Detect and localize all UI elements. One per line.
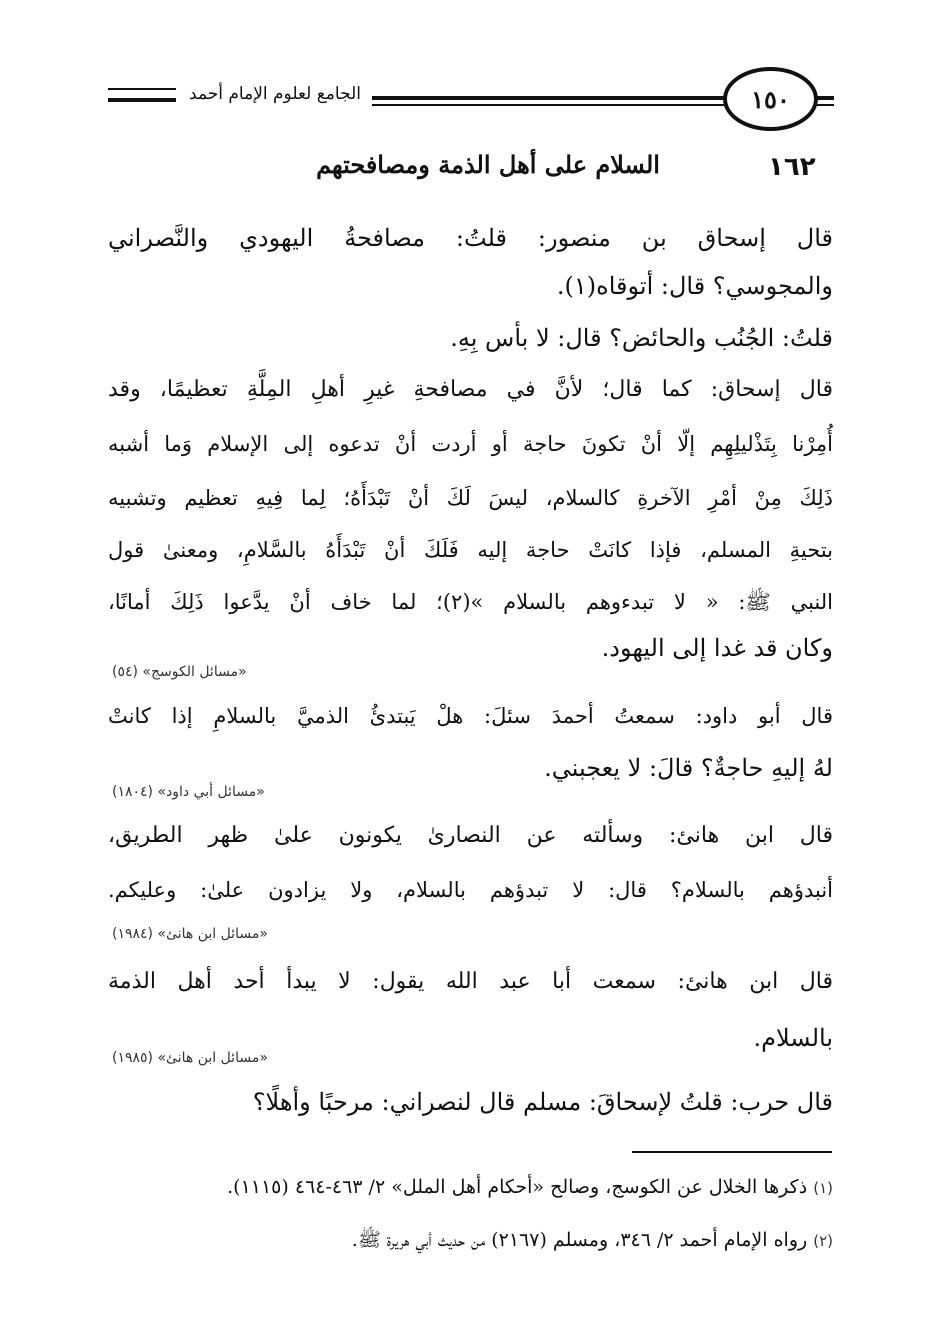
page-number: ١٥٠ [723,67,818,131]
header-rule-right [816,96,834,100]
section-title: السلام على أهل الذمة ومصافحتهم [316,150,660,179]
header-rule-left-top [108,88,176,90]
body-line: قلتُ: الجُنُب والحائض؟ قال: لا بأس بِهِ. [450,324,833,352]
body-line: بالسلام. [753,1024,833,1052]
body-line: النبي ﷺ: « لا تبدءوهم بالسلام »(٢)؛ لما خاف أنْ يدَّعوا ذَلِكَ أمانًا، [108,590,833,614]
source-citation: «مسائل ابن هانئ» (١٩٨٥) [112,1050,268,1066]
footnote-marker: (٢) [813,1232,833,1250]
source-citation: «مسائل الكوسج» (٥٤) [112,664,247,680]
body-line: والمجوسي؟ قال: أتوقاه(١). [556,272,833,300]
body-line: قال ابن هانئ: وسألته عن النصارىٰ يكونون علىٰ ظهر الطريق، [108,823,833,848]
body-line: قال ابن هانئ: سمعت أبا عبد الله يقول: لا يبدأ أحد أهل الذمة [108,969,833,994]
header-rule-middle [372,96,726,100]
header-rule-right-bottom [816,104,834,106]
header-rule-middle-bottom [372,104,726,106]
footnote-separator [632,1151,832,1153]
body-line: قال أبو داود: سمعتُ أحمدَ سئلَ: هلْ يَبتدئُ الذميَّ بالسلامِ إذا كانتْ [108,704,833,728]
footnote-text: ذكرها الخلال عن الكوسج، وصالح «أحكام أهل الملل» ٢/ ٤٦٣-٤٦٤ (١١١٥). [227,1176,808,1198]
source-citation: «مسائل ابن هانئ» (١٩٨٤) [112,926,268,942]
section-number: ١٦٢ [768,152,816,182]
source-citation: «مسائل أبي داود» (١٨٠٤) [112,784,265,800]
body-line: قال إسحاق: كما قال؛ لأنَّ في مصافحةِ غيرِ أهلِ المِلَّةِ تعظيمًا، وقد [108,377,833,402]
body-line: لهُ إليهِ حاجةٌ؟ قالَ: لا يعجبني. [544,754,833,782]
footnote-1 [227,1176,833,1198]
footnote-marker: (١) [813,1179,833,1197]
body-line: وكان قد غدا إلى اليهود. [601,634,833,662]
body-line: أنبدؤهم بالسلام؟ قال: لا تبدؤهم بالسلام، ولا يزادون علىٰ: وعليكم. [108,878,833,902]
body-line: ذَلِكَ مِنْ أمْرِ الآخرةِ كالسلام، ليسَ لَكَ أنْ تَبْدَأَهُ؛ لِما فِيهِ تعظيم وتشبيه [108,486,833,510]
body-line: بتحيةِ المسلم، فإذا كانَتْ حاجة إليه فَلَكَ أنْ تَبْدَأَهُ بالسَّلامِ، ومعنىٰ قول [108,538,833,562]
body-line: أُمِرْنا بِتَذْليلِهِم إلّا أنْ تكونَ حاجة أو أردت أنْ تدعوه إلى الإسلام وَما أشبه [108,432,833,456]
footnote-2 [352,1228,833,1256]
running-header-title: الجامع لعلوم الإمام أحمد [189,84,361,104]
header-rule-left [108,98,176,102]
body-line: قال إسحاق بن منصور: قلتُ: مصافحةُ اليهودي والنَّصراني [108,224,833,252]
footnote-text: رواه الإمام أحمد ٢/ ٣٤٦، ومسلم (٢١٦٧) من حديث أبي هريرة ﷺ. [351,1229,808,1251]
body-line: قال حرب: قلتُ لإسحاقَ: مسلم قال لنصراني: مرحبًا وأهلًا؟ [252,1088,833,1116]
